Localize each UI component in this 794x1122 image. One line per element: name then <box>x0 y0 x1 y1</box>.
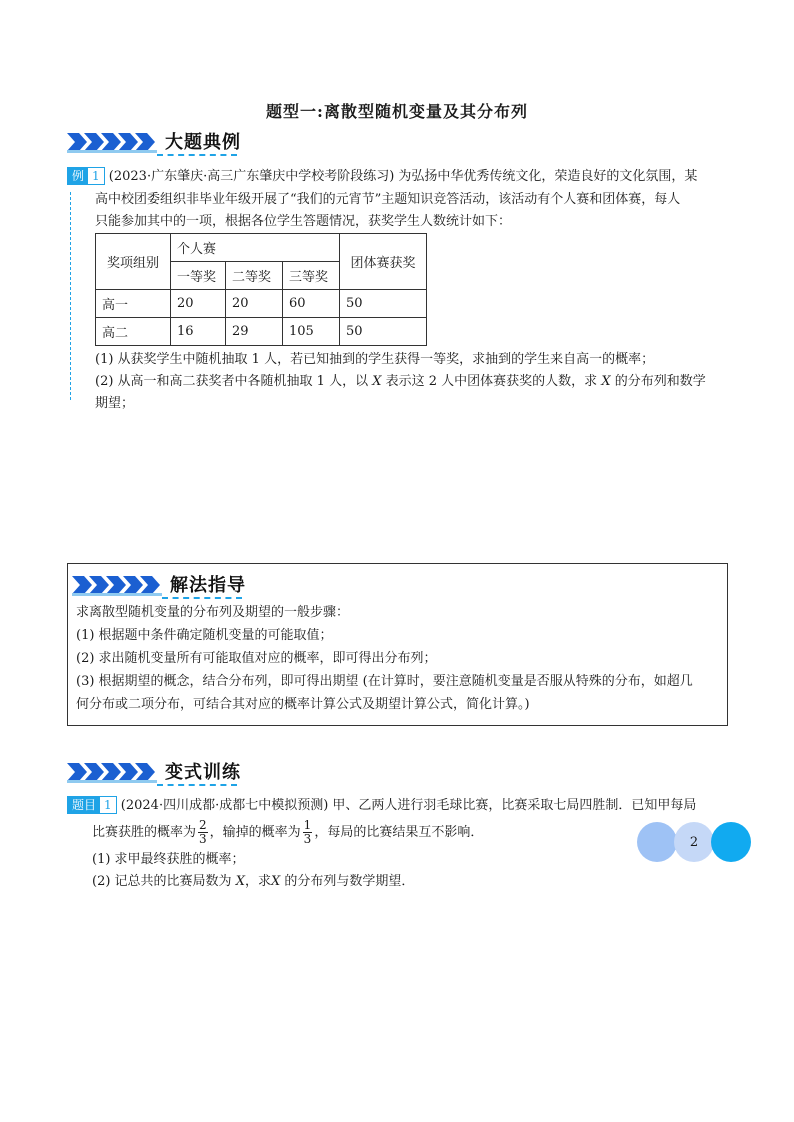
section-label: 变式训练 <box>165 762 241 783</box>
section-header-method <box>72 571 272 599</box>
example-side-rule <box>70 192 71 400</box>
method-step-1: (1) 根据题中条件确定随机变量的可能取值； <box>76 628 333 643</box>
decorative-circle <box>711 822 751 862</box>
practice-question-1: (1) 求甲最终获胜的概率； <box>92 852 245 867</box>
practice-question-2: (2) 记总共的比赛局数为 X，求X 的分布列与数学期望． <box>92 874 415 889</box>
section-underline <box>162 597 242 599</box>
table-subheader: 三等奖 <box>283 262 340 290</box>
example-line-1: 例 1 (2023·广东肇庆·高三广东肇庆中学校考阶段练习) 为弘扬中华优秀传统文化，荣造良好的文化氛围，某 <box>67 166 697 188</box>
page-title: 题型一:离散型随机变量及其分布列 <box>266 102 528 121</box>
example-question-1: (1) 从获奖学生中随机抽取 1 人，若已知抽到的学生获得一等奖，求抽到的学生来自高一的概率； <box>95 352 655 367</box>
table-row <box>96 318 427 346</box>
method-guide-box <box>67 563 728 726</box>
table-header-individual: 个人赛 <box>171 234 340 262</box>
table-row <box>96 290 427 318</box>
section-header-practice <box>67 758 267 786</box>
table-cell: 高一 <box>96 290 171 318</box>
section-underline <box>157 154 237 156</box>
table-cell: 29 <box>226 318 283 346</box>
table-subheader: 一等奖 <box>171 262 226 290</box>
awards-table <box>95 233 427 346</box>
chevron-arrows-icon <box>72 574 168 596</box>
example-line-2: 高中校团委组织非毕业年级开展了“我们的元宵节”主题知识竞答活动，该活动有个人赛和团体赛，每人 <box>95 192 681 207</box>
chevron-arrows-icon <box>67 761 163 783</box>
table-header-team: 团体赛获奖 <box>340 234 427 290</box>
practice-line-1: 题目 1 (2024·四川成都·成都七中模拟预测) 甲、乙两人进行羽毛球比赛，比赛采取七局四胜制．已知甲每局 <box>67 795 696 817</box>
table-cell: 高二 <box>96 318 171 346</box>
section-label: 大题典例 <box>165 132 241 153</box>
method-intro: 求离散型随机变量的分布列及期望的一般步骤： <box>76 605 350 620</box>
page-number: 2 <box>689 834 699 850</box>
table-subheader: 二等奖 <box>226 262 283 290</box>
decorative-circle <box>637 822 677 862</box>
table-cell: 60 <box>283 290 340 318</box>
table-header-group: 奖项组别 <box>96 234 171 290</box>
example-question-2-cont: 期望； <box>95 396 135 411</box>
section-label: 解法指导 <box>170 575 246 596</box>
example-question-2: (2) 从高一和高二获奖者中各随机抽取 1 人，以 X 表示这 2 人中团体赛获奖的人数，求 X 的分布列和数学 <box>95 374 706 389</box>
example-line-3: 只能参加其中的一项，根据各位学生答题情况，获奖学生人数统计如下： <box>95 214 512 229</box>
table-cell: 50 <box>340 318 427 346</box>
section-underline <box>157 784 237 786</box>
page-number-badge <box>637 822 751 862</box>
example-tag: 例 1 <box>67 167 105 185</box>
table-cell: 105 <box>283 318 340 346</box>
method-step-3: (3) 根据期望的概念，结合分布列，即可得出期望 (在计算时，要注意随机变量是否服从特殊的分布，如超几 <box>76 674 693 689</box>
table-cell: 20 <box>226 290 283 318</box>
table-cell: 16 <box>171 318 226 346</box>
decorative-circle <box>674 822 714 862</box>
method-step-2: (2) 求出随机变量所有可能取值对应的概率，即可得出分布列； <box>76 651 437 666</box>
table-cell: 20 <box>171 290 226 318</box>
fraction-two-thirds: $\frac{2}{3}$ <box>199 818 207 846</box>
practice-tag: 题目 1 <box>67 796 117 814</box>
section-header-example <box>67 128 267 156</box>
method-step-3-cont: 何分布或二项分布，可结合其对应的概率计算公式及期望计算公式，简化计算。) <box>76 697 530 712</box>
table-cell: 50 <box>340 290 427 318</box>
fraction-one-third: $\frac{1}{3}$ <box>303 818 312 846</box>
practice-line-2: 比赛获胜的概率为 $\frac{2}{3}$ ，输掉的概率为 $\frac{1}{3}$ ，每局的比赛结果互不影响． <box>92 818 484 846</box>
chevron-arrows-icon <box>67 131 163 153</box>
